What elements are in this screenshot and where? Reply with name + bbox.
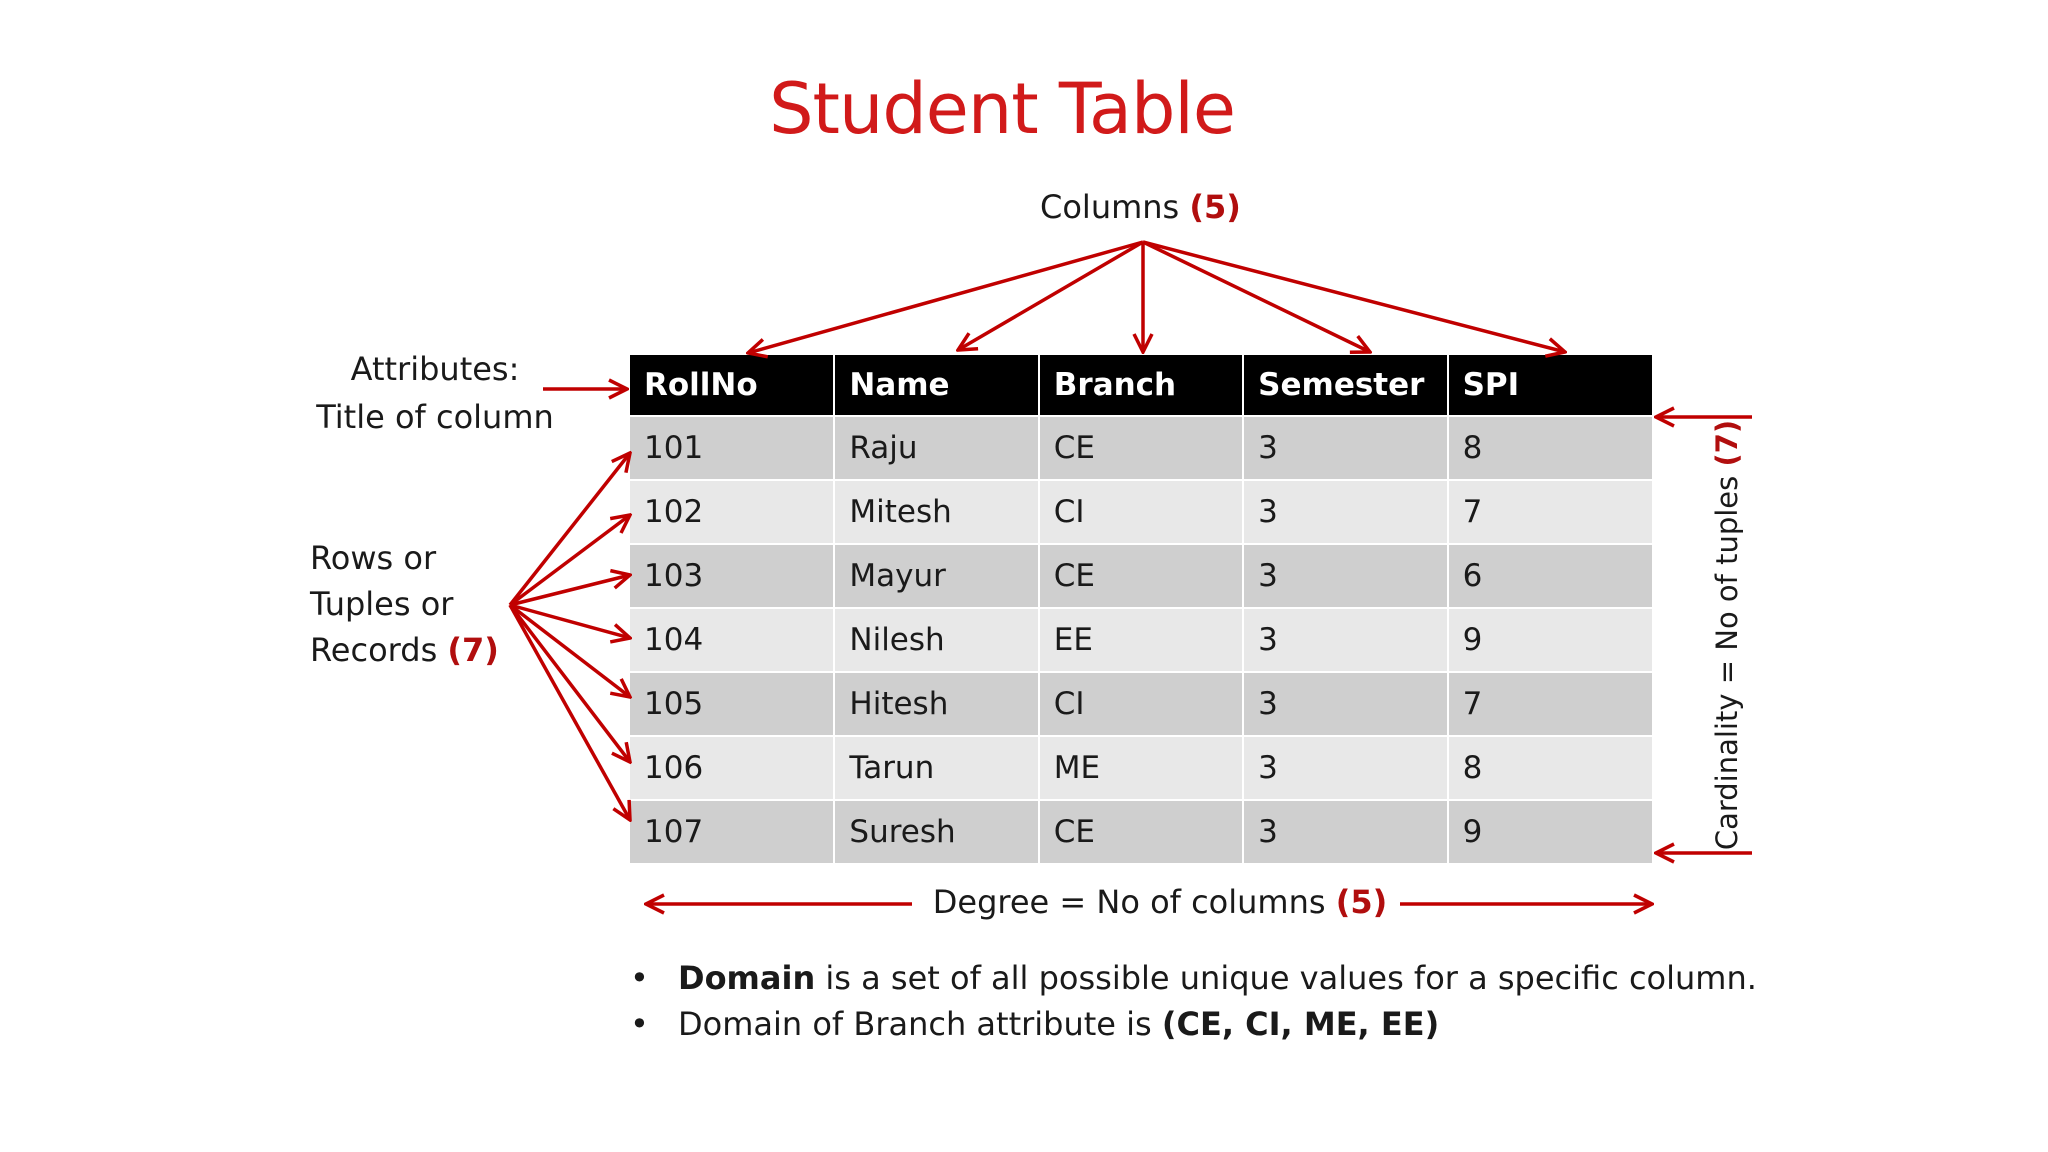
- columns-arrow-name: [958, 242, 1143, 350]
- table-cell: 3: [1243, 672, 1447, 736]
- rows-arrow-7: [510, 605, 630, 820]
- table-cell: Tarun: [834, 736, 1038, 800]
- attributes-label-line2: Title of column: [316, 398, 554, 436]
- note-bold: Domain: [678, 959, 816, 997]
- table-cell: 8: [1448, 416, 1652, 480]
- note-bold: (CE, CI, ME, EE): [1161, 1005, 1440, 1043]
- columns-arrow-semester: [1143, 242, 1370, 352]
- rows-arrow-6: [510, 605, 630, 762]
- notes-list: [630, 955, 1757, 1047]
- table-row: [630, 416, 1652, 480]
- degree-label: [920, 883, 1400, 921]
- rows-arrow-1: [510, 453, 630, 605]
- table-cell: CI: [1039, 672, 1243, 736]
- table-cell: ME: [1039, 736, 1243, 800]
- table-cell: CE: [1039, 416, 1243, 480]
- title-text: Student Table: [769, 68, 1235, 150]
- rows-label-line2: Tuples or: [310, 585, 454, 623]
- rows-arrow-3: [510, 575, 630, 605]
- table-cell: Mayur: [834, 544, 1038, 608]
- table-cell: 103: [630, 544, 834, 608]
- rows-arrow-2: [510, 515, 630, 605]
- columns-label-text: Columns: [1040, 188, 1180, 226]
- header-name: Name: [834, 355, 1038, 416]
- degree-count: (5): [1335, 883, 1388, 921]
- table-header-row: [630, 355, 1652, 416]
- rows-arrow-4: [510, 605, 630, 638]
- table-cell: EE: [1039, 608, 1243, 672]
- header-semester: Semester: [1243, 355, 1447, 416]
- table-cell: 9: [1448, 800, 1652, 863]
- table-cell: 102: [630, 480, 834, 544]
- columns-arrow-spi: [1143, 242, 1565, 352]
- note-text: is a set of all possible unique values for a specific column.: [815, 959, 1757, 997]
- page-title: [0, 68, 2048, 150]
- note-domain-definition: [630, 955, 1757, 1001]
- attributes-label: [300, 345, 570, 441]
- header-rollno: RollNo: [630, 355, 834, 416]
- table-cell: Suresh: [834, 800, 1038, 863]
- table-row: [630, 736, 1652, 800]
- table-cell: 9: [1448, 608, 1652, 672]
- table-cell: 106: [630, 736, 834, 800]
- note-text: Domain of Branch attribute is: [678, 1005, 1162, 1043]
- table-row: [630, 480, 1652, 544]
- table-cell: 6: [1448, 544, 1652, 608]
- table-row: [630, 608, 1652, 672]
- table-cell: 3: [1243, 416, 1447, 480]
- table-row: [630, 544, 1652, 608]
- table-cell: 7: [1448, 672, 1652, 736]
- table-cell: Raju: [834, 416, 1038, 480]
- columns-label: [1040, 188, 1241, 226]
- header-branch: Branch: [1039, 355, 1243, 416]
- table-cell: CI: [1039, 480, 1243, 544]
- rows-count: (7): [447, 631, 499, 669]
- table-cell: 3: [1243, 544, 1447, 608]
- table-cell: 3: [1243, 480, 1447, 544]
- rows-label: [310, 535, 499, 673]
- columns-arrow-rollno: [748, 242, 1143, 353]
- cardinality-count: (7): [1710, 419, 1744, 467]
- table-cell: CE: [1039, 800, 1243, 863]
- table-row: [630, 800, 1652, 863]
- table-row: [630, 672, 1652, 736]
- table-cell: Hitesh: [834, 672, 1038, 736]
- student-table: [630, 355, 1652, 863]
- attributes-label-line1: Attributes:: [350, 350, 520, 388]
- table-cell: CE: [1039, 544, 1243, 608]
- table-cell: 3: [1243, 608, 1447, 672]
- rows-label-line3: Records: [310, 631, 438, 669]
- rows-label-line1: Rows or: [310, 539, 437, 577]
- table-cell: 101: [630, 416, 834, 480]
- table-cell: 105: [630, 672, 834, 736]
- table-cell: 107: [630, 800, 834, 863]
- table-cell: 104: [630, 608, 834, 672]
- table-cell: 3: [1243, 800, 1447, 863]
- degree-label-text: Degree = No of columns: [932, 883, 1326, 921]
- table-cell: 7: [1448, 480, 1652, 544]
- header-spi: SPI: [1448, 355, 1652, 416]
- rows-arrow-5: [510, 605, 630, 697]
- table-cell: 8: [1448, 736, 1652, 800]
- cardinality-label-text: Cardinality = No of tuples: [1710, 475, 1744, 851]
- table-cell: 3: [1243, 736, 1447, 800]
- table-cell: Mitesh: [834, 480, 1038, 544]
- columns-count: (5): [1189, 188, 1241, 226]
- cardinality-label: [1710, 420, 1744, 850]
- note-branch-domain: [630, 1001, 1757, 1047]
- table-cell: Nilesh: [834, 608, 1038, 672]
